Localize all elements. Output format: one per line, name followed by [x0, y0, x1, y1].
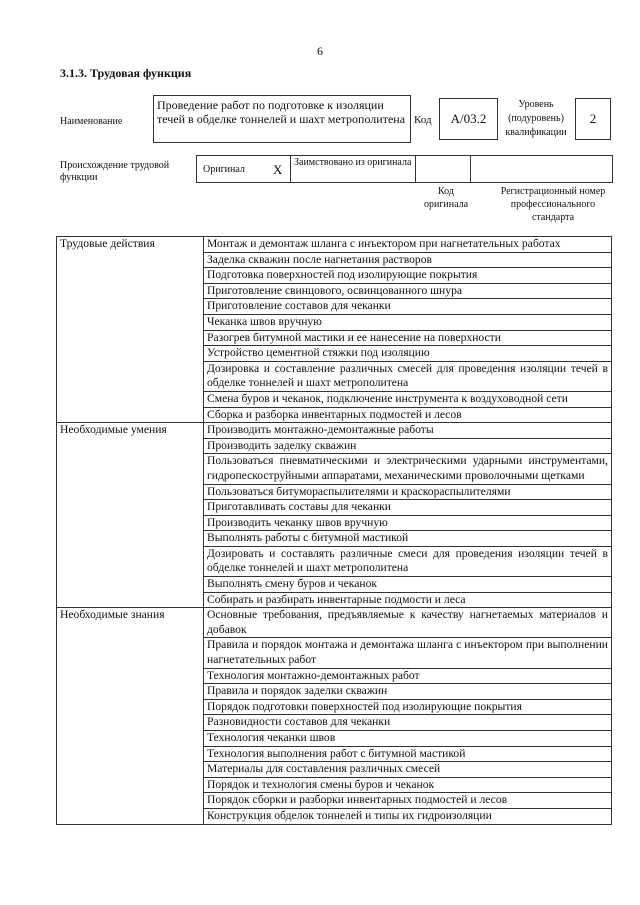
- section-item: Порядок и технология смены буров и чеканок: [204, 777, 612, 793]
- section-label: Трудовые действия: [57, 237, 204, 423]
- section-item: Приготовление составов для чеканки: [204, 299, 612, 315]
- section-item: Подготовка поверхностей под изолирующие покрытия: [204, 268, 612, 284]
- code-value: A/03.2: [439, 98, 498, 140]
- function-table: [56, 236, 612, 825]
- original-cell: [196, 155, 291, 183]
- section-item: Порядок сборки и разборки инвентарных подмостей и лесов: [204, 793, 612, 809]
- origin-label: Происхождение трудовой функции: [60, 160, 170, 183]
- section-item: Технология чеканки швов: [204, 731, 612, 747]
- level-label: Уровень (подуровень) квалификации: [505, 99, 567, 138]
- section-item: Заделка скважин после нагнетания растворов: [204, 252, 612, 268]
- section-item: Основные требования, предъявляемые к качеству нагнетаемых материалов и добавок: [204, 608, 612, 638]
- section-title: 3.1.3. Трудовая функция: [60, 66, 192, 80]
- section-item: Выполнять смену буров и чеканок: [204, 577, 612, 593]
- section-item: Производить заделку скважин: [204, 438, 612, 454]
- origin-row: [196, 155, 613, 183]
- section-item: Выполнять работы с битумной мастикой: [204, 531, 612, 547]
- section-item: Пользоваться битумораспылителями и краскораспылителями: [204, 484, 612, 500]
- original-label: Оригинал: [203, 164, 245, 175]
- section-item: Сборка и разборка инвентарных подмостей и лесов: [204, 407, 612, 423]
- section-item: Конструкция обделок тоннелей и типы их гидроизоляции: [204, 808, 612, 824]
- table-row: [57, 608, 612, 638]
- section-item: Приготовление свинцового, освинцованного шнура: [204, 283, 612, 299]
- section-item: Производить монтажно-демонтажные работы: [204, 423, 612, 439]
- section-item: Технология монтажно-демонтажных работ: [204, 668, 612, 684]
- reg-number-label: Регистрационный номер профессионального стандарта: [500, 186, 606, 223]
- section-item: Правила и порядок монтажа и демонтажа шланга с инъектором при выполнении нагнетательных работ: [204, 638, 612, 668]
- section-item: Пользоваться пневматическими и электрическими ударными инструментами, гидропескоструйными аппаратами, механическими проволочными щетками: [204, 454, 612, 484]
- section-item: Производить чеканку швов вручную: [204, 515, 612, 531]
- section-label: Необходимые умения: [57, 423, 204, 608]
- section-item: Монтаж и демонтаж шланга с инъектором при нагнетательных работах: [204, 237, 612, 253]
- section-label: Необходимые знания: [57, 608, 204, 824]
- table-row: [57, 237, 612, 253]
- section-item: Разогрев битумной мастики и ее нанесение на поверхности: [204, 330, 612, 346]
- section-item: Дозировка и составление различных смесей для проведения изоляции течей в обделке тоннелей и шахт метрополитена: [204, 361, 612, 391]
- name-label: Наименование: [60, 116, 123, 127]
- section-item: Материалы для составления различных смесей: [204, 762, 612, 778]
- level-value: 2: [575, 98, 611, 140]
- borrowed-cell: [290, 155, 416, 183]
- section-item: Правила и порядок заделки скважин: [204, 684, 612, 700]
- section-item: Дозировать и составлять различные смеси для проведения изоляции течей в обделке тоннелей и шахт метрополитена: [204, 546, 612, 576]
- code-label: Код: [414, 114, 432, 126]
- original-mark: X: [273, 162, 283, 177]
- code-original-label: Код оригинала: [423, 186, 469, 210]
- section-item: Технология выполнения работ с битумной мастикой: [204, 746, 612, 762]
- page-number: 6: [317, 44, 323, 58]
- borrowed-label: Заимствовано из оригинала: [294, 157, 412, 168]
- section-item: Смена буров и чеканок, подключение инструмента к воздуховодной сети: [204, 391, 612, 407]
- reg-number-cell: [470, 155, 613, 183]
- section-item: Собирать и разбирать инвентарные подмости и леса: [204, 592, 612, 608]
- section-item: Чеканка швов вручную: [204, 314, 612, 330]
- code-original-cell: [415, 155, 471, 183]
- section-item: Разновидности составов для чеканки: [204, 715, 612, 731]
- section-item: Приготавливать составы для чеканки: [204, 500, 612, 516]
- table-row: [57, 423, 612, 439]
- section-item: Порядок подготовки поверхностей под изолирующие покрытия: [204, 699, 612, 715]
- name-value: Проведение работ по подготовке к изоляции течей в обделке тоннелей и шахт метрополитена: [153, 95, 411, 143]
- section-item: Устройство цементной стяжки под изоляцию: [204, 346, 612, 362]
